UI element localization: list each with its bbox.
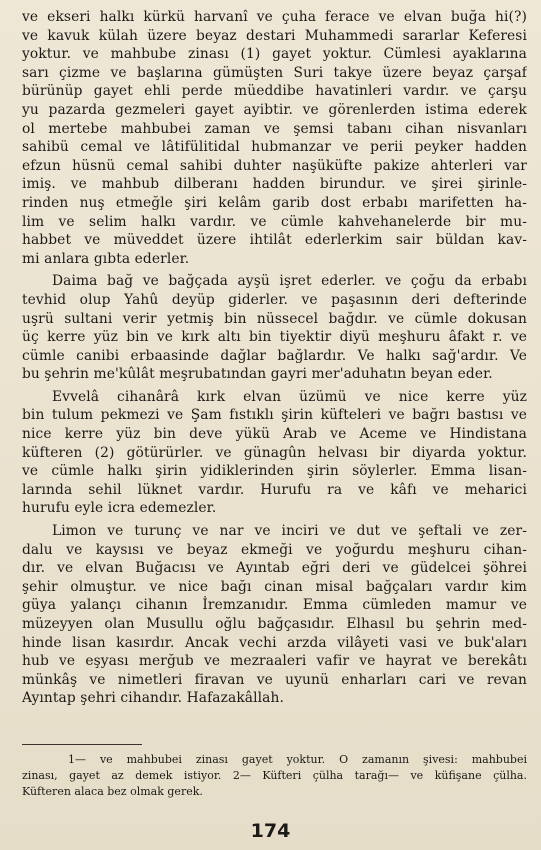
text-line: hurufu eyle icra edemezler. [22,500,217,517]
footnote-rule [22,744,142,745]
text-line: lim ve selim halkı vardır. ve cümle kahvehanelerde bir mu- [22,213,527,230]
text-line: Daima bağ ve bağçada ayşü işret ederler. ve çoğu da erbabı [52,273,527,290]
footnote [22,752,527,800]
text-line: nice kerre yüz bin deve yükü Arab ve Aceme ve Hindistana [22,426,527,443]
footnote-line: zinası, gayet az demek istiyor. 2— Küfteri çülha tarağı— ve küfişane çülha. [22,769,527,782]
text-line: ol mertebe mahbubei zaman ve şemsi tabanı cihan nisvanları [22,120,527,137]
text-line: şehir olmuştur. ve nice bağı cinan misal bağçaları vardır kim [22,578,527,595]
text-line: dır. ve elvan Buğacısı ve Ayıntab eğri deri ve güdelcei şöhrei [22,560,527,577]
text-line: dalu ve kaysısı ve beyaz ekmeği ve yoğurdu meşhuru cihan- [22,541,527,558]
text-line: bürünüp gayet ehli perde müeddibe havatinleri vardır. ve çarşu [22,83,527,100]
text-line: yu pazarda gezmeleri gayet ayibtir. ve görenlerden istima ederek [22,101,527,118]
page-number: 174 [250,820,291,842]
text-line: uşrü sultani verir yetmiş bin nüssecel bağdır. ve cümle dokusan [22,310,527,327]
text-line: Limon ve turunç ve nar ve inciri ve dut ve şeftali ve zer- [52,523,527,540]
text-line: rinden nuş etmeğle şiri kelâm garib dost erbabı marifetten ha- [22,194,527,211]
text-line: Evvelâ cihanârâ kırk elvan üzümü ve nice kerre yüz [52,388,527,405]
text-line: müzeyyen olan Musullu oğlu bağçasıdır. Elhasıl bu şehrin med- [22,616,527,632]
text-line: efzun hüsnü cemal sahibi duhter naşüküfte pakize ahterleri var [22,157,527,174]
body-text [22,8,527,712]
text-line: ve cümle halkı şirin yidiklerinden şirin söylerler. Emma lisan- [22,463,527,480]
text-line: hub ve eşyası merğub ve mezraaleri vafir ve hayrat ve berekâtı [22,653,527,670]
text-line: cümle canibi erbaasinde dağlar bağlardır. Ve halkı sağ'ardır. Ve [22,347,527,364]
paragraph [22,272,527,384]
text-line: habbet ve müveddet üzere ihtilât ederlerkim sair büldan kav- [22,232,527,249]
text-line: ve ekseri halkı kürkü harvanî ve çuha ferace ve elvan buğa hi(?) [22,9,527,25]
text-line: hinde lisan kasırdır. Ancak vechi arzda vilâyeti vasi ve buk'aları [22,634,527,651]
text-line: Ayıntap şehri cihandır. Hafazakâllah. [22,690,284,707]
text-line: ve kavuk külah üzere beyaz destari Muhammedi sararlar Keferesi [22,27,527,44]
paragraph [22,388,527,518]
footnote-line: 1— ve mahbubei zinası gayet yoktur. O zamanın şivesi: mahbubei [68,753,527,766]
text-line: sarı çizme ve başlarına gümüşten Suri takye üzere beyaz çarşaf [22,64,527,81]
text-line: bin tulum pekmezi ve Şam fıstıklı şirin küfteleri ve bağrı bastısı ve [22,407,527,424]
text-line: yoktur. ve mahbube zinası (1) gayet yoktur. Cümlesi ayaklarına [22,46,527,63]
text-line: larında sehil lüknet vardır. Hurufu ra ve kâfı ve meharici [22,481,527,498]
footnote-line: Küfteren alaca bez olmak gerek. [22,785,203,798]
text-line: üç kerre yüz bin ve kırk altı bin tiyektir diyü meşhuru âfakt r. ve [22,329,527,346]
text-line: imiş. ve mahbub dilberanı hadden birundur. ve şirei şirinle- [22,176,527,193]
text-line: sahibü cemal ve lâtifülitidal hubmanzar ve perii peyker hadden [22,139,527,156]
text-line: bu şehrin me'kûlât meşrubatından gayri mer'aduhatın beyan eder. [22,366,493,383]
text-line: münkâş ve nimetleri firavan ve uyunü enharları cari ve revan [22,671,527,688]
text-line: küfteren (2) götürürler. ve günagûn helvası bir diyarda yoktur. [22,444,527,461]
text-line: mi anlara gıbta ederler. [22,250,190,267]
text-line: tevhid olup Yahû deyüp giderler. ve paşasının deri defterinde [22,291,527,308]
paragraph [22,522,527,708]
text-line: güya yalançı cihanın İremzanıdır. Emma cümleden mamur ve [22,597,527,614]
paragraph [22,8,527,268]
